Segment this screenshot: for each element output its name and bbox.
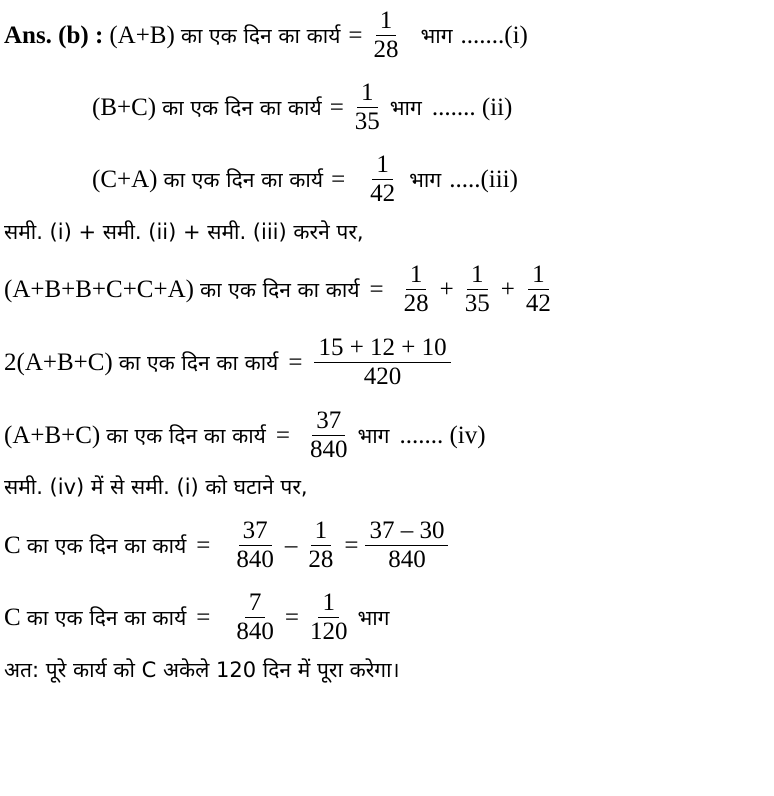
part-text: भाग	[420, 23, 453, 48]
conclusion-text	[4, 656, 400, 684]
numerator: 1	[311, 518, 332, 546]
equation-tag: .....(iii)	[449, 165, 518, 193]
fraction	[370, 8, 403, 64]
equals-sign: =	[331, 165, 346, 193]
denominator: 28	[308, 546, 334, 574]
plus-sign: +	[439, 275, 454, 303]
one-day-work-text: का एक दिन का कार्य	[162, 95, 322, 120]
denominator: 120	[309, 618, 348, 646]
step-sum-text	[4, 218, 364, 246]
group-label: C	[4, 603, 21, 631]
fraction	[365, 518, 448, 574]
part-text: भाग	[409, 167, 442, 192]
fraction	[314, 335, 450, 391]
denominator: 28	[373, 36, 399, 64]
equals-sign: =	[284, 603, 299, 631]
denominator: 28	[403, 290, 429, 318]
part-text: भाग	[389, 95, 422, 120]
numerator: 1	[406, 262, 427, 290]
group-label: (A+B)	[109, 21, 175, 49]
denominator: 840	[236, 546, 274, 574]
numerator: 37	[239, 518, 272, 546]
numerator: 1	[372, 152, 393, 180]
numerator: 15 + 12 + 10	[314, 335, 450, 363]
equation-tag: .......(i)	[460, 21, 528, 49]
equals-sign: =	[196, 603, 211, 631]
denominator: 420	[363, 363, 402, 391]
plus-sign: +	[500, 275, 515, 303]
fraction	[400, 262, 433, 318]
equation-line-3	[92, 152, 518, 208]
part-text: भाग	[357, 423, 390, 448]
answer-label: Ans. (b) :	[4, 21, 104, 49]
denominator: 35	[354, 108, 380, 136]
equals-sign: =	[344, 531, 359, 559]
equals-sign: =	[329, 93, 344, 121]
denominator: 840	[388, 546, 426, 574]
denominator: 35	[464, 290, 490, 318]
fraction	[232, 518, 278, 574]
fraction	[306, 590, 352, 646]
conclusion-label: अत: पूरे कार्य को C अकेले 120 दिन में पूरा करेगा।	[4, 658, 400, 682]
one-day-work-text: का एक दिन का कार्य	[26, 605, 187, 630]
group-label: (B+C)	[92, 93, 157, 121]
equals-sign: =	[275, 421, 290, 449]
group-label: (C+A)	[92, 165, 158, 193]
group-label: C	[4, 531, 21, 559]
numerator: 1	[318, 590, 339, 618]
numerator: 7	[245, 590, 266, 618]
equation-line-1	[4, 8, 528, 64]
numerator: 1	[357, 80, 378, 108]
one-day-work-text: का एक दिन का कार्य	[199, 277, 360, 302]
step-sum-label: समी. (i) + समी. (ii) + समी. (iii) करने पर,	[4, 220, 364, 244]
equation-line-4	[4, 262, 559, 318]
fraction	[366, 152, 399, 208]
fraction	[304, 518, 337, 574]
fraction	[232, 590, 278, 646]
equation-tag: ....... (iv)	[399, 421, 486, 449]
one-day-work-text: का एक दिन का कार्य	[163, 167, 324, 192]
denominator: 840	[236, 618, 274, 646]
numerator: 1	[467, 262, 488, 290]
equation-line-7	[4, 518, 452, 574]
numerator: 1	[528, 262, 549, 290]
fraction	[522, 262, 555, 318]
equation-line-2	[92, 80, 512, 136]
one-day-work-text: का एक दिन का कार्य	[106, 423, 266, 448]
one-day-work-text: का एक दिन का कार्य	[180, 23, 341, 48]
fraction	[351, 80, 384, 136]
numerator: 37	[312, 408, 345, 436]
equation-line-5	[4, 335, 455, 391]
fraction	[306, 408, 352, 464]
equation-line-8	[4, 590, 390, 646]
one-day-work-text: का एक दिन का कार्य	[118, 350, 279, 375]
equals-sign: =	[348, 21, 363, 49]
numerator: 37 – 30	[365, 518, 448, 546]
numerator: 1	[376, 8, 397, 36]
group-label: 2(A+B+C)	[4, 348, 113, 376]
part-text: भाग	[357, 605, 390, 630]
step-sub-label: समी. (iv) में से समी. (i) को घटाने पर,	[4, 475, 308, 499]
equals-sign: =	[196, 531, 211, 559]
group-label: (A+B+C)	[4, 421, 101, 449]
denominator: 840	[309, 436, 348, 464]
step-sub-text	[4, 473, 308, 501]
fraction	[461, 262, 494, 318]
minus-sign: –	[284, 531, 298, 559]
equation-line-6	[4, 408, 486, 464]
group-label: (A+B+B+C+C+A)	[4, 275, 194, 303]
equals-sign: =	[369, 275, 384, 303]
denominator: 42	[525, 290, 551, 318]
one-day-work-text: का एक दिन का कार्य	[26, 533, 187, 558]
denominator: 42	[370, 180, 396, 208]
equation-tag: ....... (ii)	[431, 93, 513, 121]
equals-sign: =	[288, 348, 303, 376]
